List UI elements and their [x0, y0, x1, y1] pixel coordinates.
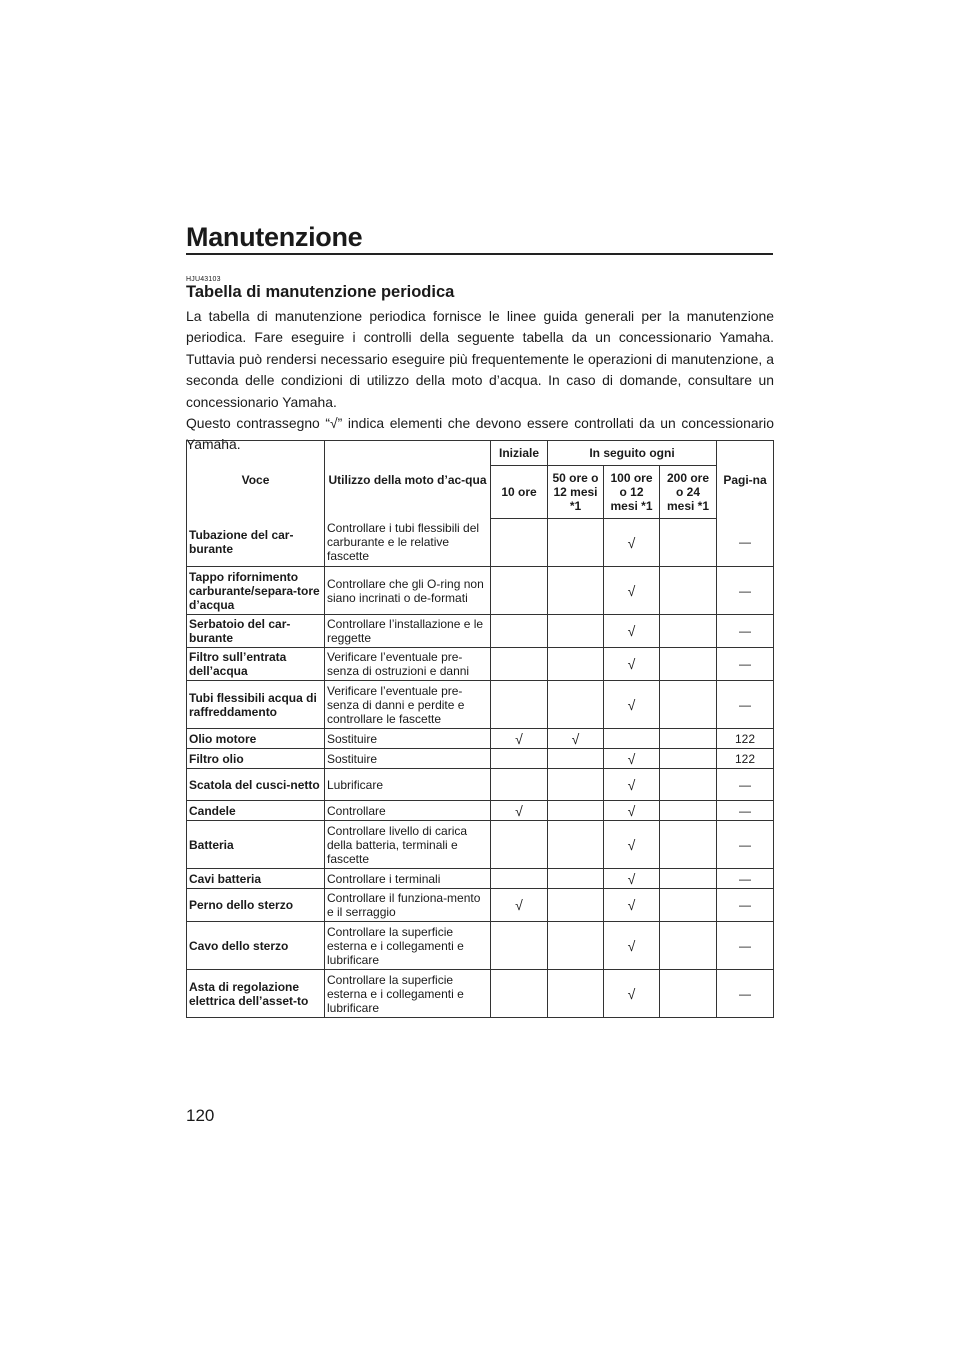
row-check-10-ore — [491, 567, 548, 615]
row-check-100-ore: √ — [604, 821, 660, 869]
table-row — [187, 567, 774, 615]
row-use: Verificare l’eventuale pre-senza di ostruzioni e danni — [325, 648, 491, 681]
row-check-50-ore — [548, 615, 604, 648]
table-row — [187, 681, 774, 729]
row-check-100-ore: √ — [604, 970, 660, 1018]
row-check-200-ore — [660, 801, 717, 821]
row-page: — — [717, 889, 774, 922]
row-check-200-ore — [660, 567, 717, 615]
row-use: Controllare i terminali — [325, 869, 491, 889]
row-check-200-ore — [660, 869, 717, 889]
header-10-ore: 10 ore — [491, 466, 548, 519]
row-check-200-ore — [660, 970, 717, 1018]
row-check-50-ore — [548, 889, 604, 922]
header-iniziale: Iniziale — [491, 441, 548, 466]
row-check-10-ore — [491, 615, 548, 648]
row-check-100-ore: √ — [604, 681, 660, 729]
row-use: Sostituire — [325, 749, 491, 769]
row-check-100-ore: √ — [604, 769, 660, 801]
row-check-200-ore — [660, 922, 717, 970]
row-check-10-ore — [491, 681, 548, 729]
row-use: Controllare la superficie esterna e i collegamenti e lubrificare — [325, 922, 491, 970]
table-row — [187, 519, 774, 567]
row-use: Controllare livello di carica della batteria, terminali e fascette — [325, 821, 491, 869]
row-check-50-ore — [548, 519, 604, 567]
row-check-200-ore — [660, 749, 717, 769]
row-check-10-ore: √ — [491, 729, 548, 749]
row-check-10-ore — [491, 648, 548, 681]
row-item: Asta di regolazione elettrica dell’asset-to — [187, 970, 325, 1018]
header-utilizzo: Utilizzo della moto d’ac-qua — [325, 441, 491, 519]
row-check-100-ore: √ — [604, 869, 660, 889]
row-check-10-ore — [491, 749, 548, 769]
row-check-50-ore — [548, 821, 604, 869]
table-row — [187, 922, 774, 970]
row-check-10-ore: √ — [491, 889, 548, 922]
table-row — [187, 648, 774, 681]
table-row — [187, 769, 774, 801]
row-page: — — [717, 519, 774, 567]
row-page: — — [717, 970, 774, 1018]
row-check-200-ore — [660, 729, 717, 749]
row-page: — — [717, 615, 774, 648]
row-check-100-ore: √ — [604, 615, 660, 648]
row-check-100-ore: √ — [604, 648, 660, 681]
row-item: Tappo rifornimento carburante/separa-tore d’acqua — [187, 567, 325, 615]
row-check-50-ore — [548, 567, 604, 615]
table-row — [187, 729, 774, 749]
header-divider — [186, 253, 773, 255]
row-item: Cavo dello sterzo — [187, 922, 325, 970]
row-check-50-ore — [548, 769, 604, 801]
row-check-50-ore — [548, 869, 604, 889]
row-check-200-ore — [660, 615, 717, 648]
header-in-seguito: In seguito ogni — [548, 441, 717, 466]
row-use: Controllare l’installazione e le reggette — [325, 615, 491, 648]
row-check-200-ore — [660, 821, 717, 869]
row-check-50-ore — [548, 970, 604, 1018]
table-row — [187, 821, 774, 869]
row-check-10-ore — [491, 519, 548, 567]
table-row — [187, 749, 774, 769]
row-check-50-ore — [548, 801, 604, 821]
row-item: Candele — [187, 801, 325, 821]
row-page: — — [717, 869, 774, 889]
table-body — [187, 519, 774, 1018]
header-200-ore: 200 ore o 24 mesi *1 — [660, 466, 717, 519]
row-item: Olio motore — [187, 729, 325, 749]
row-page: — — [717, 922, 774, 970]
row-page: — — [717, 681, 774, 729]
row-page: — — [717, 801, 774, 821]
row-use: Controllare la superficie esterna e i collegamenti e lubrificare — [325, 970, 491, 1018]
row-check-200-ore — [660, 889, 717, 922]
header-100-ore: 100 ore o 12 mesi *1 — [604, 466, 660, 519]
row-use: Verificare l’eventuale pre-senza di danni e perdite e controllare le fascette — [325, 681, 491, 729]
page-header-title: Manutenzione — [186, 222, 363, 252]
row-item: Cavi batteria — [187, 869, 325, 889]
row-check-100-ore: √ — [604, 519, 660, 567]
row-check-10-ore — [491, 869, 548, 889]
intro-paragraph-1: La tabella di manutenzione periodica fornisce le linee guida generali per la manutenzione periodica. Fare eseguire i controlli della seguente tabella da un concessionario Yamaha. Tuttavia può rendersi necessario eseguire più frequentemente le operazioni di manutenzione, a seconda delle condizioni di utilizzo della moto d’acqua. In caso di domande, consultare un concessionario Yamaha. — [186, 308, 774, 410]
row-page: 122 — [717, 729, 774, 749]
row-use: Lubrificare — [325, 769, 491, 801]
row-item: Serbatoio del car-burante — [187, 615, 325, 648]
row-use: Controllare che gli O-ring non siano incrinati o de-formati — [325, 567, 491, 615]
row-check-50-ore — [548, 648, 604, 681]
row-item: Filtro sull’entrata dell’acqua — [187, 648, 325, 681]
row-check-50-ore — [548, 749, 604, 769]
row-item: Perno dello sterzo — [187, 889, 325, 922]
row-check-10-ore — [491, 769, 548, 801]
row-check-100-ore: √ — [604, 889, 660, 922]
row-check-200-ore — [660, 769, 717, 801]
row-use: Sostituire — [325, 729, 491, 749]
row-page: — — [717, 821, 774, 869]
table-row — [187, 869, 774, 889]
header-voce: Voce — [187, 441, 325, 519]
row-check-100-ore: √ — [604, 567, 660, 615]
row-check-10-ore — [491, 922, 548, 970]
intro-paragraph-2: Questo contrassegno “√” indica elementi che devono essere controllati da un concessionario Yamaha. — [186, 415, 774, 453]
row-check-10-ore — [491, 970, 548, 1018]
row-check-100-ore: √ — [604, 801, 660, 821]
row-use: Controllare il funziona-mento e il serraggio — [325, 889, 491, 922]
row-check-10-ore — [491, 821, 548, 869]
section-title: Tabella di manutenzione periodica — [186, 283, 455, 301]
header-pagina: Pagi-na — [717, 441, 774, 519]
table-row — [187, 615, 774, 648]
page-number: 120 — [186, 1106, 215, 1125]
row-check-50-ore: √ — [548, 729, 604, 749]
maintenance-table — [186, 440, 774, 1018]
row-check-200-ore — [660, 519, 717, 567]
table-row — [187, 970, 774, 1018]
row-item: Tubazione del car-burante — [187, 519, 325, 567]
row-check-50-ore — [548, 922, 604, 970]
table-row — [187, 889, 774, 922]
row-item: Filtro olio — [187, 749, 325, 769]
header-50-ore: 50 ore o 12 mesi *1 — [548, 466, 604, 519]
row-page: — — [717, 769, 774, 801]
row-page: — — [717, 567, 774, 615]
row-use: Controllare i tubi flessibili del carburante e le relative fascette — [325, 519, 491, 567]
row-item: Tubi flessibili acqua di raffreddamento — [187, 681, 325, 729]
row-check-100-ore: √ — [604, 749, 660, 769]
row-item: Batteria — [187, 821, 325, 869]
section-code: HJU43103 — [186, 276, 221, 283]
table-row — [187, 801, 774, 821]
intro-text — [186, 306, 774, 456]
row-use: Controllare — [325, 801, 491, 821]
row-check-200-ore — [660, 681, 717, 729]
row-item: Scatola del cusci-netto — [187, 769, 325, 801]
row-check-100-ore — [604, 729, 660, 749]
row-check-50-ore — [548, 681, 604, 729]
row-check-10-ore: √ — [491, 801, 548, 821]
row-page: — — [717, 648, 774, 681]
row-check-200-ore — [660, 648, 717, 681]
row-check-100-ore: √ — [604, 922, 660, 970]
row-page: 122 — [717, 749, 774, 769]
